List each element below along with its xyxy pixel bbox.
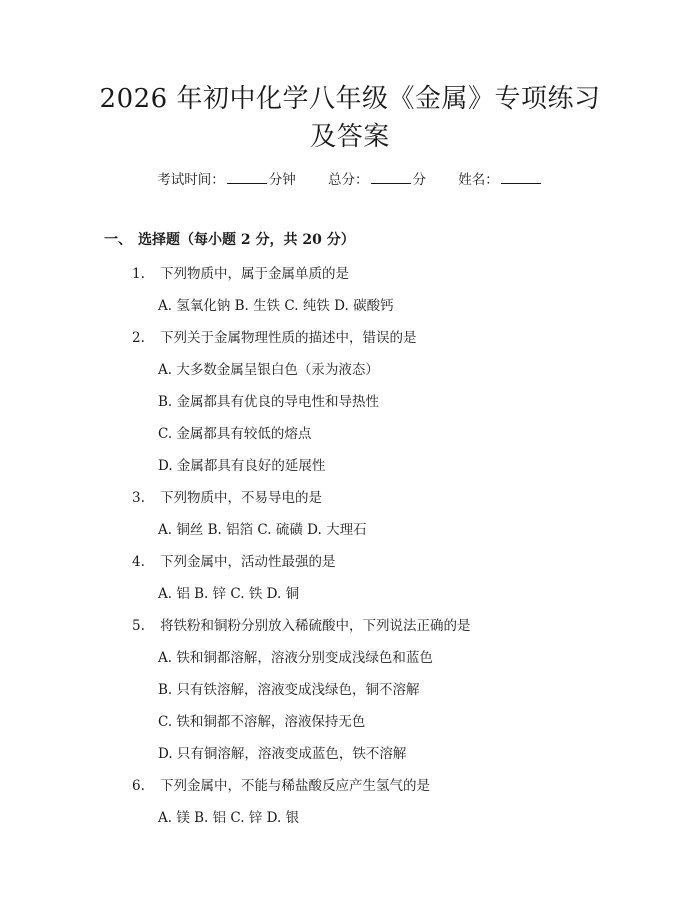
section-number: 一、 — [104, 232, 132, 248]
score-unit: 分 — [412, 172, 426, 188]
question-5 — [132, 614, 471, 634]
question-number: 5. — [132, 618, 145, 634]
question-6 — [132, 774, 430, 794]
question-5-option-c: C. 铁和铜都不溶解，溶液保持无色 — [158, 714, 366, 730]
question-3-options: A. 铜丝 B. 铝箔 C. 硫磺 D. 大理石 — [158, 522, 367, 538]
section-title: 选择题（每小题 2 分，共 20 分） — [138, 232, 355, 248]
document-title: 2026 年初中化学八年级《金属》专项练习及答案 — [99, 84, 601, 152]
name-label: 姓名： — [458, 172, 499, 188]
question-number: 3. — [132, 490, 145, 506]
question-text: 下列物质中，属于金属单质的是 — [160, 266, 349, 282]
exam-time — [157, 168, 296, 188]
time-label: 考试时间： — [157, 172, 225, 188]
question-2 — [132, 326, 417, 346]
time-unit: 分钟 — [268, 172, 296, 188]
score-label: 总分： — [328, 172, 369, 188]
question-number: 6. — [132, 778, 145, 794]
exam-score — [328, 168, 426, 188]
question-number: 1. — [132, 266, 145, 282]
exam-meta — [0, 168, 700, 188]
question-text: 将铁粉和铜粉分别放入稀硫酸中，下列说法正确的是 — [160, 618, 471, 634]
question-number: 4. — [132, 554, 145, 570]
score-blank — [371, 171, 411, 184]
question-4-options: A. 铝 B. 锌 C. 铁 D. 铜 — [158, 586, 300, 602]
question-2-option-b: B. 金属都具有优良的导电性和导热性 — [158, 394, 380, 410]
name-blank — [501, 171, 541, 184]
question-number: 2. — [132, 330, 145, 346]
exam-name — [458, 168, 543, 188]
question-5-option-d: D. 只有铜溶解，溶液变成蓝色，铁不溶解 — [158, 746, 407, 762]
question-6-options: A. 镁 B. 铝 C. 锌 D. 银 — [158, 810, 300, 826]
question-2-option-a: A. 大多数金属呈银白色（汞为液态） — [158, 362, 379, 378]
question-1 — [132, 262, 349, 282]
question-text: 下列关于金属物理性质的描述中，错误的是 — [160, 330, 417, 346]
question-5-option-a: A. 铁和铜都溶解，溶液分别变成浅绿色和蓝色 — [158, 650, 433, 666]
question-5-option-b: B. 只有铁溶解，溶液变成浅绿色，铜不溶解 — [158, 682, 420, 698]
question-1-options: A. 氢氧化钠 B. 生铁 C. 纯铁 D. 碳酸钙 — [158, 298, 394, 314]
question-2-option-c: C. 金属都具有较低的熔点 — [158, 426, 312, 442]
question-text: 下列金属中，不能与稀盐酸反应产生氢气的是 — [160, 778, 430, 794]
question-text: 下列金属中，活动性最强的是 — [160, 554, 336, 570]
question-3 — [132, 486, 322, 506]
question-2-option-d: D. 金属都具有良好的延展性 — [158, 458, 326, 474]
question-text: 下列物质中，不易导电的是 — [160, 490, 322, 506]
section-heading — [104, 229, 355, 249]
time-blank — [227, 171, 267, 184]
question-4 — [132, 550, 336, 570]
